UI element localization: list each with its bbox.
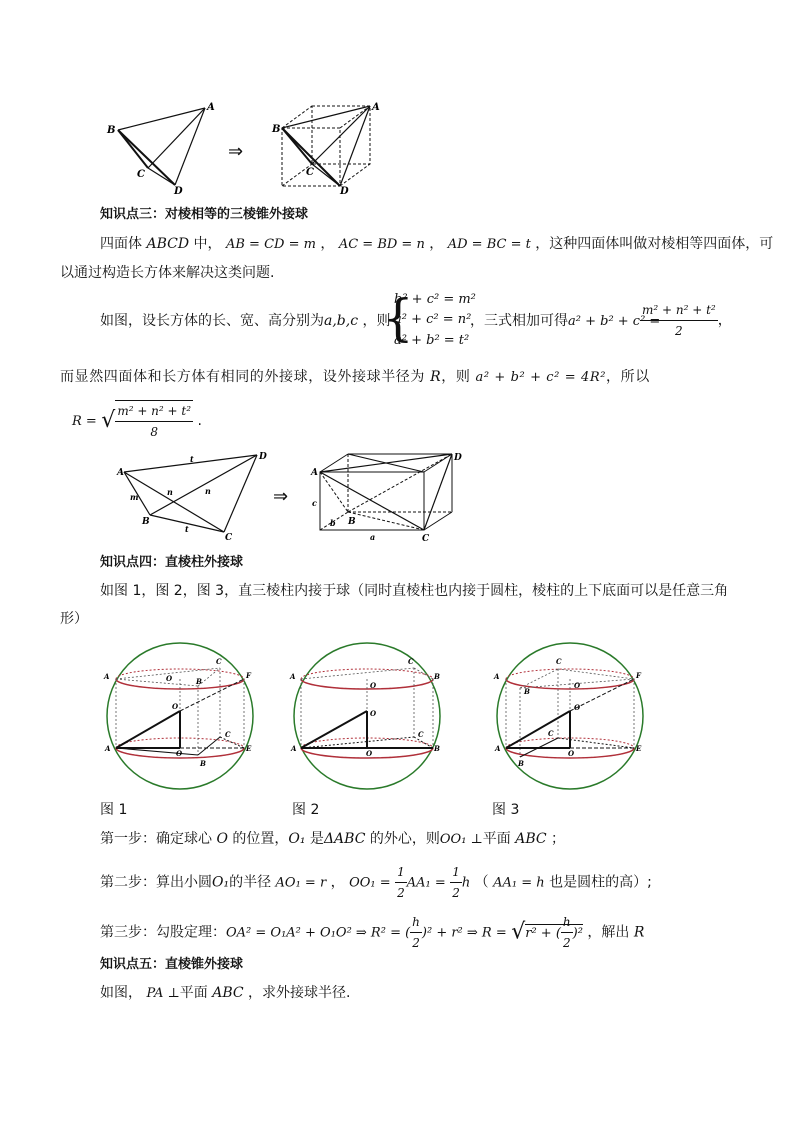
sphere-figure-3	[490, 636, 650, 796]
svg-text:B: B	[518, 759, 524, 768]
label-b: B	[272, 124, 281, 135]
svg-text:O: O	[370, 681, 377, 690]
svg-text:F: F	[636, 671, 641, 680]
section4-para2: 形）	[60, 611, 88, 627]
section3-para3-lead: 如图，设长方体的长、宽、高分别为a,b,c ，则	[100, 313, 391, 329]
section4-heading: 知识点四：直棱柱外接球	[100, 555, 244, 570]
section3-para2: 以通过构造长方体来解决这类问题.	[60, 265, 275, 281]
svg-text:O: O	[366, 749, 373, 758]
implies-arrow-2: ⇒	[273, 486, 289, 507]
label-b: B	[107, 125, 116, 136]
svg-text:F: F	[246, 671, 251, 680]
step2: 第二步：算出小圆O₁的半径 AO₁ = r ， OO₁ = $\frac{1}{2}$ AA₁ = $\frac{1}{2}$ h （ AA₁ = h 也是圆柱的高）;	[100, 862, 652, 903]
implies-arrow: ⇒	[228, 141, 244, 162]
step3: 第三步：勾股定理：OA² = O₁A² + O₁O² ⇒ R² = ( $\frac{h}{2}$ )² + r² ⇒ R = √r² + ( $\frac{h}{2}$ )² ，解出 R	[100, 912, 644, 953]
section3-heading: 知识点三：对棱相等的三棱锥外接球	[100, 207, 309, 222]
svg-text:A: A	[291, 744, 297, 753]
section3-para3-sum: ，三式相加可得a² + b² + c² =	[470, 313, 661, 329]
edge-b: b	[330, 518, 336, 528]
edge-n2: n	[205, 486, 211, 496]
label-c: C	[306, 167, 314, 178]
system-eq-1: b² + c² = m²	[394, 292, 476, 307]
svg-text:O: O	[176, 749, 183, 758]
step1: 第一步：确定球心 O 的位置，O₁ 是ΔABC 的外心，则OO₁ ⊥平面 ABC ；	[100, 831, 566, 847]
svg-text:B: B	[200, 759, 206, 768]
svg-text:O: O	[574, 703, 581, 712]
label-a: A	[311, 468, 318, 478]
figure-caption-2: 图 2	[292, 802, 320, 818]
svg-text:C: C	[408, 657, 414, 666]
label-b: B	[348, 517, 356, 527]
figure-caption-3: 图 3	[492, 802, 520, 818]
label-c: C	[137, 169, 145, 180]
equation-brace: {	[382, 289, 414, 347]
system-eq-3: a² + b² = t²	[394, 333, 470, 348]
svg-text:C: C	[556, 657, 562, 666]
label-a: A	[117, 468, 124, 478]
label-d: D	[340, 186, 349, 196]
figure-caption-1: 图 1	[100, 802, 128, 818]
svg-text:C: C	[418, 730, 424, 739]
svg-text:B: B	[196, 677, 202, 686]
svg-text:C: C	[216, 657, 222, 666]
section3-para4: 而显然四面体和长方体有相同的外接球，设外接球半径为 R，则 a² + b² + c² = 4R²，所以	[60, 369, 650, 385]
edge-t: t	[190, 454, 194, 464]
label-d: D	[259, 452, 267, 462]
label-d: D	[174, 186, 183, 196]
svg-text:E: E	[636, 744, 642, 753]
sum-fraction: $\frac{\text{m² + n² + t²}}{2}$ ，	[640, 300, 732, 341]
svg-text:C: C	[225, 730, 231, 739]
svg-text:O: O	[172, 702, 179, 711]
label-b: B	[142, 517, 150, 527]
svg-text:O: O	[166, 674, 173, 683]
svg-text:E: E	[246, 744, 252, 753]
label-a: A	[207, 102, 215, 113]
edge-n1: n	[167, 487, 173, 497]
svg-text:O: O	[370, 709, 377, 718]
label-c: C	[225, 533, 233, 542]
svg-text:A: A	[104, 672, 110, 681]
section5-heading: 知识点五：直棱锥外接球	[100, 957, 244, 972]
svg-text:B: B	[434, 672, 440, 681]
svg-text:A: A	[105, 744, 111, 753]
svg-text:A: A	[494, 672, 500, 681]
tetrahedron-figure	[100, 100, 220, 196]
label-a: A	[372, 102, 380, 113]
sphere-figure-2	[286, 636, 448, 796]
label-c: C	[422, 534, 430, 544]
radius-formula: R = √ $\frac{\text{m² + n² + t²}}{8}$ .	[72, 400, 202, 442]
edge-c: c	[312, 498, 317, 508]
svg-text:A: A	[495, 744, 501, 753]
svg-text:O: O	[568, 749, 575, 758]
label-d: D	[454, 453, 462, 463]
svg-text:C: C	[548, 729, 554, 738]
edge-a: a	[370, 532, 376, 542]
edge-t2: t	[185, 524, 189, 534]
section5-para1: 如图， PA ⊥平面 ABC ，求外接球半径.	[100, 985, 351, 1001]
section4-para1: 如图 1，图 2，图 3，直三棱柱内接于球（同时直棱柱也内接于圆柱，棱柱的上下底面可以是任意三角	[100, 583, 729, 599]
svg-text:B: B	[434, 744, 440, 753]
svg-text:A: A	[290, 672, 296, 681]
system-eq-2: a² + c² = n²	[394, 312, 472, 327]
sphere-figure-1	[100, 636, 260, 796]
box-figure	[308, 448, 468, 544]
isosceles-tetrahedron-figure	[112, 450, 272, 542]
edge-m: m	[130, 492, 139, 502]
svg-text:B: B	[524, 687, 530, 696]
tetrahedron-in-cube-figure	[268, 98, 388, 196]
section3-para1: 四面体 ABCD 中， AB = CD = m ， AC = BD = n ， AD = BC = t ，这种四面体叫做对棱相等四面体，可	[100, 236, 774, 252]
svg-text:O: O	[574, 681, 581, 690]
